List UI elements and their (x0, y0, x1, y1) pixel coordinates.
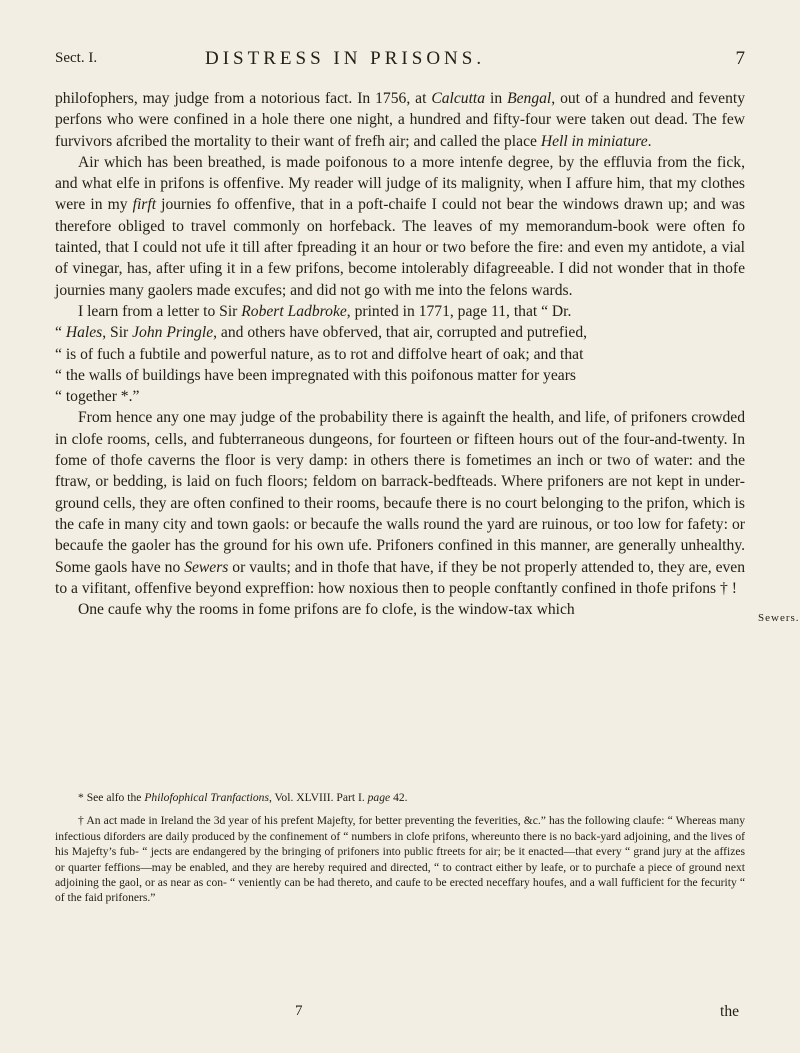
page-title: DISTRESS IN PRISONS. (205, 48, 486, 69)
footnote: † An act made in Ireland the 3d year of his prefent Majefty, for better preventing the feverities, &c.” has the following claufe: “ Whereas many infectious diforders are daily produced by the confinement of “ numbers in clofe prifons, whereunto there is no back-yard adjoining, and the lives of his Majefty’s fub- “ jects are endangered by the bringing of prifoners into public ftreets for air; be it enacted—that every “ grand jury at the affizes or quarter feffions—may be enabled, and they are hereby required and directed, “ to contract either by leafe, or to purchafe a piece of ground next adjoining the gaol, or as near as con- “ veniently can be had thereto, and caufe to be erected neceffary houfes, and a wall fufficient for the fecurity “ of the faid prifoners.” (55, 814, 745, 905)
footnote: * See alfo the Philofophical Tranfactions, Vol. XLVIII. Part I. page 42. (78, 791, 408, 804)
main-text (55, 88, 745, 620)
margin-note: Sewers. (758, 612, 800, 624)
section-label: Sect. I. (55, 50, 98, 66)
signature-mark: 7 (295, 1003, 303, 1019)
footnotes (55, 790, 745, 906)
paragraph: One caufe why the rooms in fome prifons are fo clofe, is the window-tax which (78, 601, 575, 619)
paragraph: philofophers, may judge from a notorious fact. In 1756, at Calcutta in Bengal, out of a hundred and feventy perfons who were confined in a hole there one night, a hundred and fifty-four were taken out dead. The few furvivors afcribed the mortality to their want of frefh air; and called the place Hell in miniature. (55, 90, 745, 150)
paragraph: Air which has been breathed, is made poifonous to a more intenfe degree, by the effluvia from the fick, and what elfe in prifons is offenfive. My reader will judge of its malignity, when I affure him, that my clothes were in my firft journies fo offenfive, that in a poft-chaife I could not bear the windows drawn up; and was therefore obliged to travel commonly on horfeback. The leaves of my memorandum-book were often fo tainted, that I could not ufe it till after fpreading it an hour or two before the fire: and even my antidote, a vial of vinegar, has, after ufing it in a few prifons, become intolerably difagreeable. I did not wonder that in thofe journies many gaolers made excufes; and did not go with me into the felons wards. (55, 153, 745, 299)
running-head (55, 48, 745, 74)
paragraph: I learn from a letter to Sir Robert Ladbroke, printed in 1771, page 11, that “ Dr. “ Hales, Sir John Pringle, and others have obferved, that air, corrupted and putrefied, “ is of fuch a fubtile and powerful nature, as to rot and diffolve heart of oak; and that “ the walls of buildings have been impregnated with this poifonous matter for years “ together *.” (55, 302, 588, 406)
paragraph: From hence any one may judge of the probability there is againft the health, and life, of prifoners crowded in clofe rooms, cells, and fubterraneous dungeons, for fourteen or fifteen hours out of the four-and-twenty. In fome of thofe caverns the floor is very damp: in others there is fometimes an inch or two of water: and the ftraw, or bedding, is laid on fuch floors; feldom on barrack-bedfteads. Where prifoners are not kept in under-ground cells, they are often confined to their rooms, becaufe there is no court belonging to the prifon, which is the cafe in many city and town gaols: or becaufe the walls round the yard are ruinous, or too low for fafety: or becaufe the gaoler has the ground for his own ufe. Prifoners confined in this manner, are generally unhealthy. Some gaols have no Sewers or vaults; and in thofe that have, if they be not properly attended to, they are, even to a vifitant, offenfive beyond expreffion: how noxious then to people conftantly confined in thofe prifons † ! (55, 409, 746, 597)
page-number: 7 (735, 48, 745, 69)
catchword: the (720, 1003, 740, 1020)
